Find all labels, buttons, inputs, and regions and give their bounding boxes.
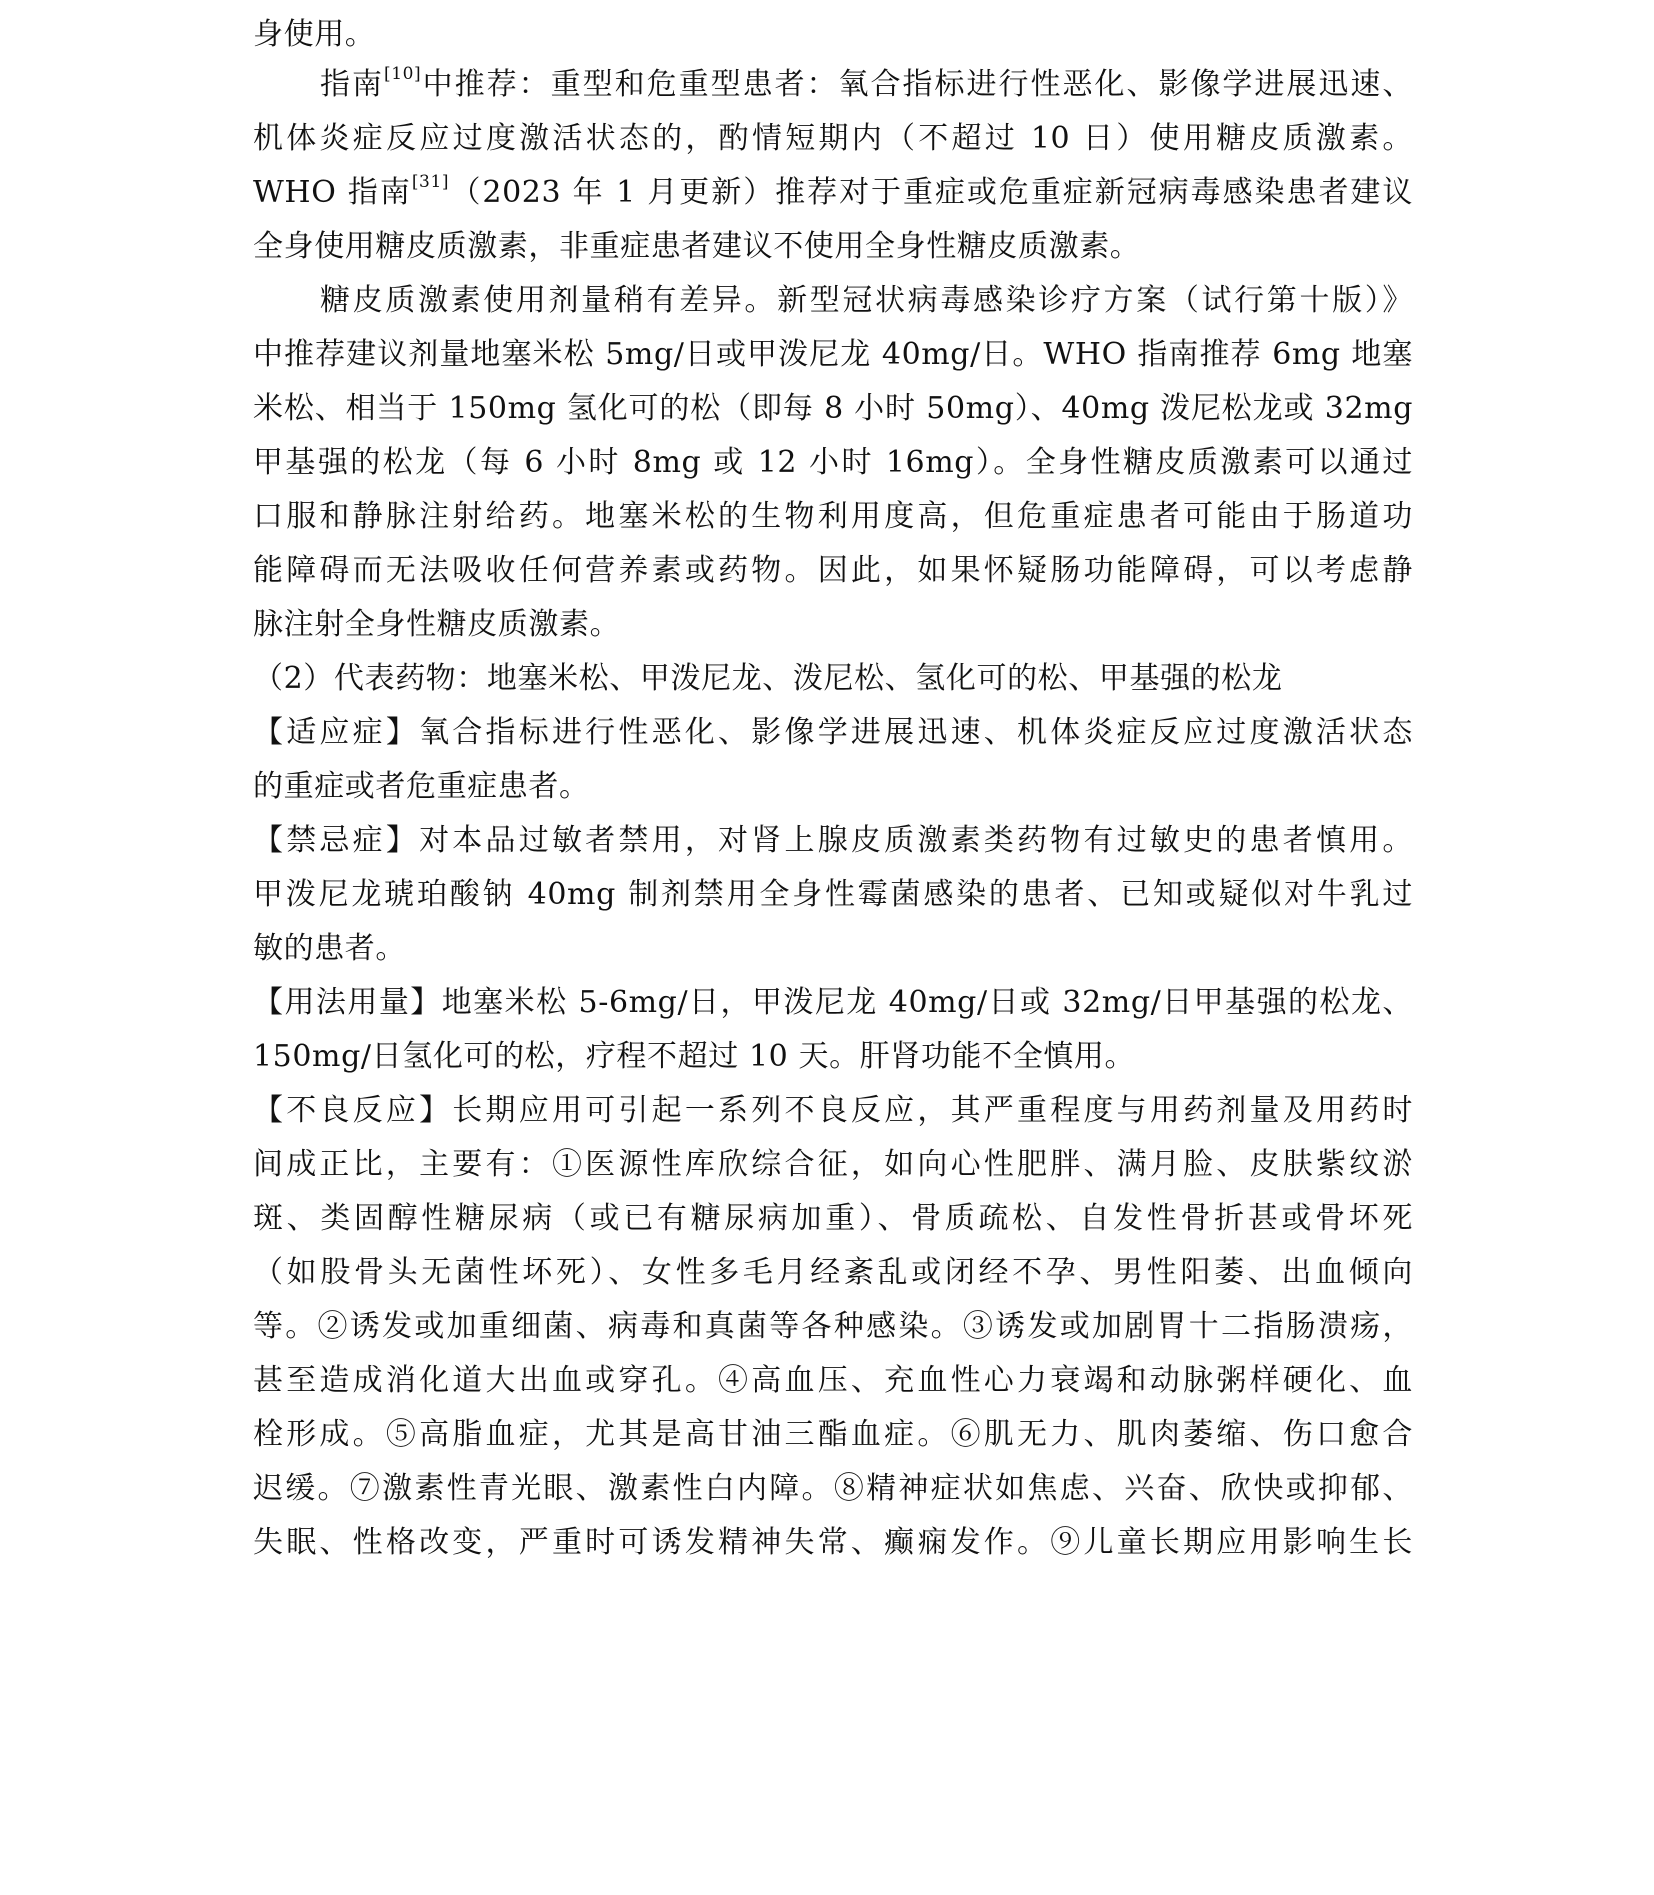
text-line: 甚至造成消化道大出血或穿孔。④高血压、充血性心力衰竭和动脉粥样硬化、血 <box>253 1363 1413 1398</box>
text-run: WHO 指南 <box>253 175 412 210</box>
text-line: 机体炎症反应过度激活状态的，酌情短期内（不超过 10 日）使用糖皮质激素。 <box>253 121 1413 156</box>
text-run: 指南 <box>320 67 384 102</box>
text-line: 【不良反应】长期应用可引起一系列不良反应，其严重程度与用药剂量及用药时 <box>253 1093 1413 1128</box>
text-line: 栓形成。⑤高脂血症，尤其是高甘油三酯血症。⑥肌无力、肌肉萎缩、伤口愈合 <box>253 1417 1413 1452</box>
text-line: 全身使用糖皮质激素，非重症患者建议不使用全身性糖皮质激素。 <box>253 229 1141 264</box>
text-line: 口服和静脉注射给药。地塞米松的生物利用度高，但危重症患者可能由于肠道功 <box>253 499 1413 534</box>
text-line: 敏的患者。 <box>253 931 406 966</box>
text-line: 中推荐建议剂量地塞米松 5mg/日或甲泼尼龙 40mg/日。WHO 指南推荐 6mg 地塞 <box>253 337 1413 372</box>
text-line <box>320 62 1413 108</box>
citation: [31] <box>411 172 450 192</box>
text-line: 能障碍而无法吸收任何营养素或药物。因此，如果怀疑肠功能障碍，可以考虑静 <box>253 553 1413 588</box>
text-line: 甲基强的松龙（每 6 小时 8mg 或 12 小时 16mg）。全身性糖皮质激素可以通过 <box>253 445 1413 480</box>
text-run: 中推荐：重型和危重型患者：氧合指标进行性恶化、影像学进展迅速、 <box>421 67 1413 102</box>
text-line: 甲泼尼龙琥珀酸钠 40mg 制剂禁用全身性霉菌感染的患者、已知或疑似对牛乳过 <box>253 877 1413 912</box>
text-line: 等。②诱发或加重细菌、病毒和真菌等各种感染。③诱发或加剧胃十二指肠溃疡， <box>253 1309 1413 1344</box>
text-line: 失眠、性格改变，严重时可诱发精神失常、癫痫发作。⑨儿童长期应用影响生长 <box>253 1525 1413 1560</box>
text-line: 150mg/日氢化可的松，疗程不超过 10 天。肝肾功能不全慎用。 <box>253 1039 1136 1074</box>
text-line: 身使用。 <box>253 17 376 52</box>
text-run: （2023 年 1 月更新）推荐对于重症或危重症新冠病毒感染患者建议 <box>449 175 1413 210</box>
text-line: 【用法用量】地塞米松 5-6mg/日，甲泼尼龙 40mg/日或 32mg/日甲基强的松龙、 <box>253 985 1413 1020</box>
text-line: （如股骨头无菌性坏死）、女性多毛月经紊乱或闭经不孕、男性阳萎、出血倾向 <box>253 1255 1413 1290</box>
text-line: 【禁忌症】对本品过敏者禁用，对肾上腺皮质激素类药物有过敏史的患者慎用。 <box>253 823 1413 858</box>
text-line <box>253 170 1413 216</box>
text-line: 【适应症】氧合指标进行性恶化、影像学进展迅速、机体炎症反应过度激活状态 <box>253 715 1413 750</box>
text-line: 斑、类固醇性糖尿病（或已有糖尿病加重）、骨质疏松、自发性骨折甚或骨坏死 <box>253 1201 1413 1236</box>
text-line: 间成正比，主要有：①医源性库欣综合征，如向心性肥胖、满月脸、皮肤紫纹淤 <box>253 1147 1413 1182</box>
text-line: 的重症或者危重症患者。 <box>253 769 590 804</box>
text-line: 糖皮质激素使用剂量稍有差异。新型冠状病毒感染诊疗方案（试行第十版）》 <box>320 283 1413 318</box>
citation: [10] <box>383 64 422 84</box>
text-line: 米松、相当于 150mg 氢化可的松（即每 8 小时 50mg）、40mg 泼尼松龙或 32mg <box>253 391 1413 426</box>
text-line: 脉注射全身性糖皮质激素。 <box>253 607 621 642</box>
text-line: 迟缓。⑦激素性青光眼、激素性白内障。⑧精神症状如焦虑、兴奋、欣快或抑郁、 <box>253 1471 1413 1506</box>
text-line: （2）代表药物：地塞米松、甲泼尼龙、泼尼松、氢化可的松、甲基强的松龙 <box>253 661 1283 696</box>
